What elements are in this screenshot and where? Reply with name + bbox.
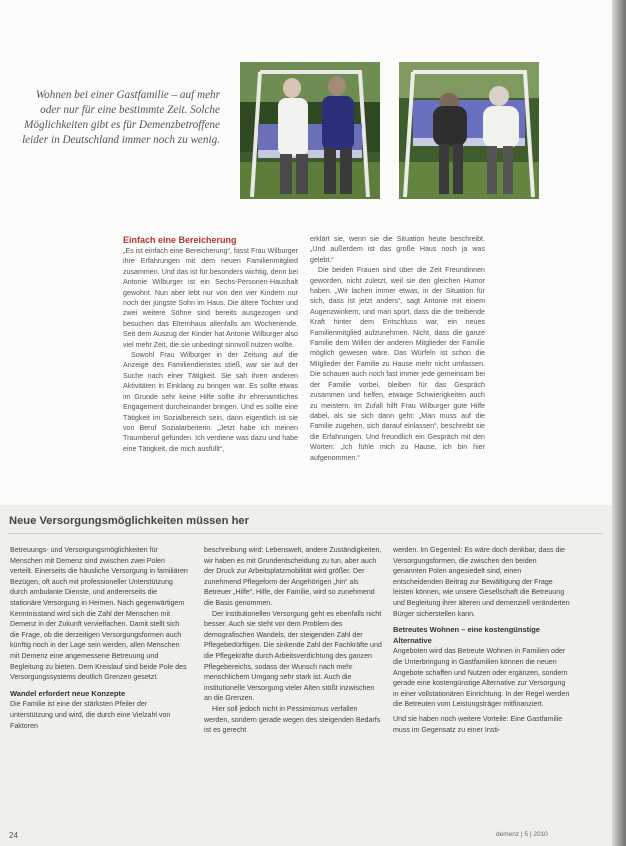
panel-column-1 [10,545,188,731]
paragraph: Sowohl Frau Wilburger in der Zeitung auf die Anzeige des Familiendienstes stieß, war sie auf der Suche nach einer Tätigkeit. Sie sah ihren anderen Aktivitäten in Einklang zu bringen war. Es sollte etwas im Grunde sehr keine Hilfe sollte ihr ehrenamtliches Engagement durcheinander bringen. Und es sollte eine Tätigkeit im Sozialbereich sein, dann eigentlich ist sie von Beruf Sozialarbeiterin. „Jetzt habe ich meinen Traumberuf gefunden. Ich verdiene was dazu und habe eine Tätigkeit, die mich ausfüllt“, [123,351,298,453]
panel-subhead: Wandel erfordert neue Konzepte [10,688,126,698]
photo-swing-left [240,62,380,199]
section-subhead: Einfach eine Bereicherung [123,235,237,245]
paragraph: erklärt sie, wenn sie die Situation heute beschreibt. „Und außerdem ist das große Haus noch ja was gelebt.“ [310,235,485,264]
article-column-1 [123,234,298,454]
panel-subhead: Betreutes Wohnen – eine kostengünstige Alternative [393,625,540,645]
article-column-2 [310,234,485,463]
paragraph: Hier soll jedoch nicht in Pessimismus verfallen werden, sondern gerade wegen des steigenden Bedarfs ist es gerecht [204,704,381,735]
paragraph: Und sie haben noch weitere Vorteile: Eine Gastfamilie muss im Gegensatz zu einer Insti- [393,714,563,734]
paragraph: „Es ist einfach eine Bereicherung“, fasst Frau Wilburger ihre Erfahrungen mit dem neuen Familienmitglied zusammen. Und das ist für besonders wichtig, denn bei Antonie Wilburger ist ein Sechs-Personen-Haushalt gewohnt. Nun aber lebt nur von den vier Kindern nur noch der jüngste Sohn im Haus. Die ältere Tochter und zwei weitere Söhne sind bereits ausgezogen und besuchen das Elternhaus allenfalls am Wochenende. Seit dem Auszug der Kinder hat Antonie Wilburger also viel mehr Zeit, die sie unbedingt sinnvoll nutzen wollte. [123,247,298,349]
paragraph: Angeboten wird das Betreute Wohnen in Familien oder die Unterbringung in Gastfamilien können die neuen Angebote schaffen und Nutzen oder ergänzen, sondern gerade eine kostengünstige Alternative zur Versorgung in einer vollstationären Einrichtung. In der Regel werden die Betreuten vom Leistungsträger mitfinanziert. [393,647,570,709]
panel-title: Neue Versorgungsmöglichkeiten müssen her [9,515,249,527]
page-number: 24 [9,831,18,840]
paragraph: beschreibung wird: Lebenswelt, andere Zuständigkeiten, wir haben es mit Grundentscheidung zu tun, aber auch der Druck zur Arbeitsplatzmobilität wird größer. Der zunehmend Pflegeform der Angehörigen „hin“ als Betreuer „Hilfe“, Hilfe, der Familie, wird so zunehmend die Basis genommen. [204,546,382,607]
panel-column-3 [393,545,571,735]
photo-caption: Wohnen bei einer Gastfamilie – auf mehr oder nur für eine bestimmte Zeit. Solche Möglichkeiten gibt es für Demenzbetroffene leider in Deutschland immer noch zu wenig. [22,89,220,146]
page-binding-edge [612,0,626,846]
paragraph: werden. Im Gegenteil: Es wäre doch denkbar, dass die Versorgungsformen, die zwischen den beiden genannten Polen angesiedelt sind, einen entscheidenden Beitrag zur Bewältigung der Frage leisten können, wie unsere Gesellschaft die Betreuung und Begleitung ihrer älteren und demenziell veränderten Bürger sicherstellen kann. [393,546,570,618]
paragraph: Die Familie ist eine der stärksten Pfeiler der unterstützung und wird, die durch eine Vielzahl von Faktoren [10,700,171,730]
paragraph: Die beiden Frauen sind über die Zeit Freundinnen geworden, nicht zuletzt, weil sie den gleichen Humor haben. „Wir lachen immer etwas, in der Situation für sich, dass ist jetzt anders“, sagt Antonie mit einem Augenzwinkern, und man spürt, dass die die treibende Kraft hinter dem Entschluss war, ein neues Familienmitglied aufzunehmen. Nicht, dass die ganze Familie dem Willen der anderen Mitglieder der Familie möglich gewesen wäre. Das Würfeln ist schon die Mitglieder der Familie zu Hause mehr nicht umfassen. Die schauen auch noch fast immer jede gemeinsam bei der Familie vorbei, bleiben für das Gespräch zusammen und helfen, etwaige Schwierigkeiten auch zu meistern. Im Zufall hilft Frau Wilburger gute Hilfe dabei, als sie sich dann geht: „Man muss auf die Familie zugehen, sich darauf einlassen“, beschreibt sie die Erfahrungen. Und freundlich ein Gespräch mit den Worten: „Ich fühle mich zu Hause, ich bin hier aufgenommen.“ [310,266,485,462]
photo-swing-right [399,62,539,199]
paragraph: Betreuungs- und Versorgungsmöglichkeiten für Menschen mit Demenz sind zwischen zwei Polen verteilt. Einerseits die häusliche Versorgung in familiären Bezügen, oft auch mit professioneller Unterstützung durch ambulante Dienste, und andererseits die stationäre Versorgung in Heimen. Nach gegenwärtigem Kenntnisstand wird sich die Zahl der Menschen mit Demenz in der Zukunft vervielfachen. Damit stellt sich die Frage, ob die derzeitigen Versorgungsformen auch künftig noch in der Lage sein werden, allen Menschen mit Demenz eine angemessene Betreuung und Begleitung zu bieten. Dem Kreislauf sind beide Pole des Versorgungssystems deutlich Grenzen gesetzt. [10,546,188,682]
page-footer: demenz | 5 | 2010 [496,831,548,838]
divider [8,533,603,534]
paragraph: Der institutionellen Versorgung geht es ebenfalls nicht besser. Auch sie steht vor dem Problem des demografischen Wandels, der steigenden Zahl der Pflegebedürftigen. Die sinkende Zahl der Fachkräfte und die Pflegekräfte durch Arbeitsverdichtung des ganzen Pflegebereichs, sodass der Wunsch nach mehr menschlichem Umgang sehr stark ist. Auch die institutionelle Versorgung vieler Alten stößt inzwischen an die Grenzen. [204,609,382,703]
panel-column-2 [204,545,382,736]
